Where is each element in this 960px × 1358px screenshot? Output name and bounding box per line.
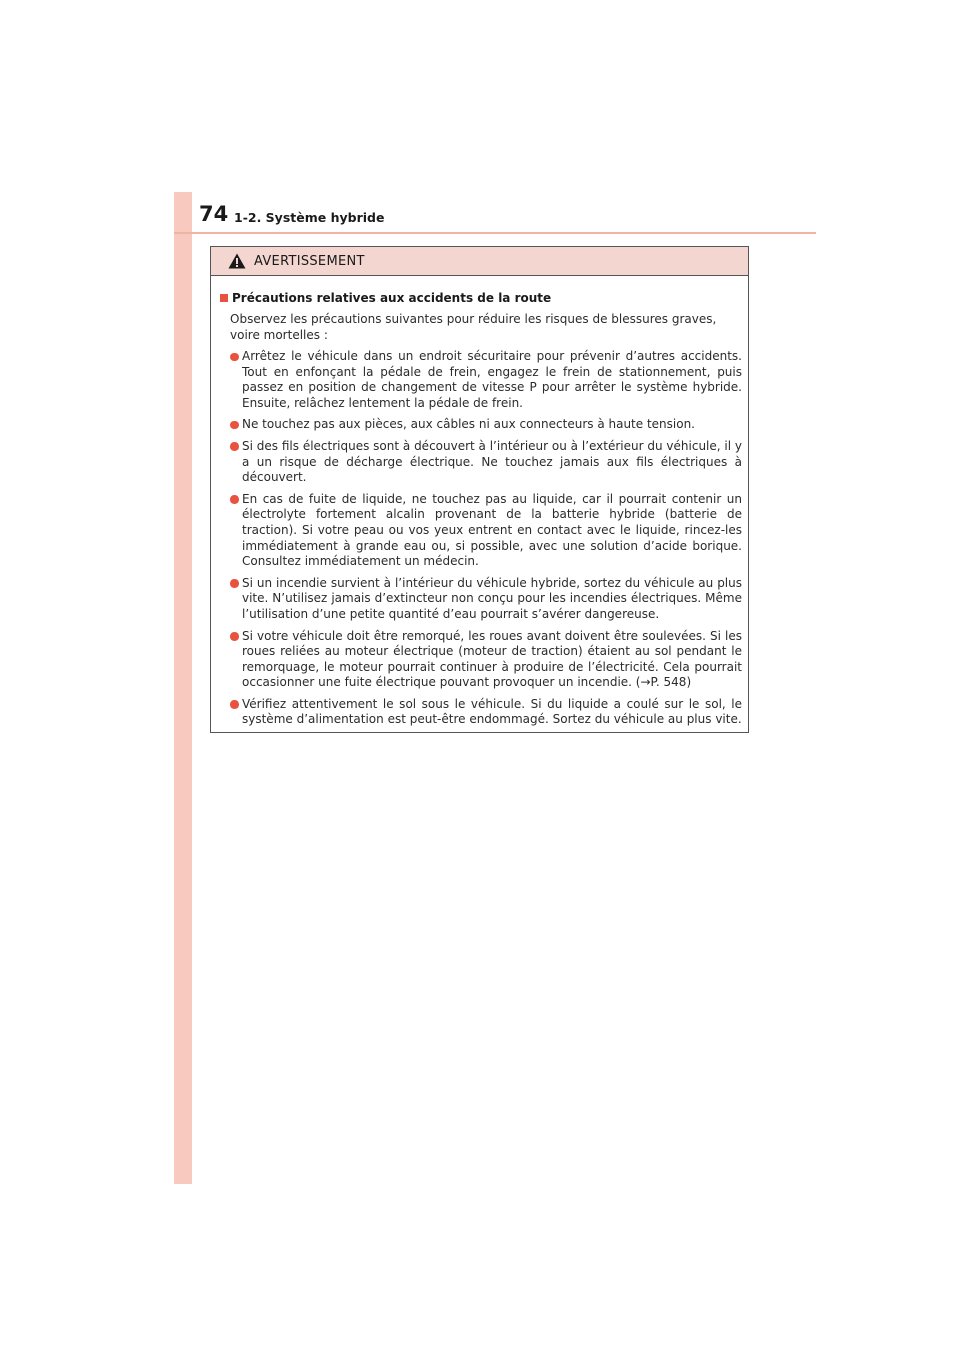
- list-item: [230, 439, 742, 486]
- bullet-dot-icon: [230, 697, 242, 728]
- bullet-dot-icon: [230, 576, 242, 623]
- warning-box: [210, 246, 749, 733]
- bullet-dot-icon: [230, 417, 242, 433]
- list-item: [230, 417, 742, 433]
- list-item: [230, 629, 742, 691]
- list-item-text: Arrêtez le véhicule dans un endroit sécuritaire pour prévenir d’autres accidents. Tout en enfonçant la pédale de frein, engagez le frein de stationnement, puis passez en position de changement de vitesse P pour arrêter le système hybride. Ensuite, relâchez lentement la pédale de frein.: [242, 349, 742, 410]
- list-item-text: Si votre véhicule doit être remorqué, les roues avant doivent être soulevées. Si les roues reliées au moteur électrique (moteur de traction) étaient au sol pendant le remorquage, le moteur pourrait continuer à produire de l’électricité. Cela pourrait occasionner une fuite électrique pouvant provoquer un incendie. (→P. 548): [242, 628, 742, 690]
- header-divider: [174, 232, 816, 234]
- section-title: 1-2. Système hybride: [234, 210, 385, 225]
- list-item-text: Si des fils électriques sont à découvert à l’intérieur ou à l’extérieur du véhicule, il y a un risque de décharge électrique. Ne touchez jamais aux fils électriques à découvert.: [242, 438, 742, 485]
- warning-title: AVERTISSEMENT: [254, 253, 365, 269]
- bullet-dot-icon: [230, 349, 242, 411]
- side-color-band: [174, 192, 192, 1184]
- topic-heading-text: Précautions relatives aux accidents de la route: [232, 291, 552, 305]
- list-item-text: Vérifiez attentivement le sol sous le véhicule. Si du liquide a coulé sur le sol, le système d’alimentation est peut-être endommagé. Sortez du véhicule au plus vite.: [242, 696, 742, 727]
- list-item: [230, 492, 742, 570]
- list-item-text: Si un incendie survient à l’intérieur du véhicule hybride, sortez du véhicule au plus vite. N’utilisez jamais d’extincteur non conçu pour les incendies électriques. Même l’utilisation d’une petite quantité d’eau pourrait s’avérer dangereuse.: [242, 575, 742, 621]
- bullet-dot-icon: [230, 492, 242, 570]
- intro-text: Observez les précautions suivantes pour réduire les risques de blessures graves, voire mortelles :: [230, 312, 717, 342]
- list-item: [230, 576, 742, 623]
- square-bullet-icon: [220, 294, 228, 302]
- list-item: [230, 349, 742, 411]
- precaution-list: [220, 349, 742, 728]
- bullet-dot-icon: [230, 629, 242, 691]
- page-number: 74: [199, 202, 229, 226]
- list-item: [230, 697, 742, 728]
- list-item-text: En cas de fuite de liquide, ne touchez pas au liquide, car il pourrait contenir un électrolyte fortement alcalin provenant de la batterie hybride (batterie de traction). Si votre peau ou vos yeux entrent en contact avec le liquide, rincez-les immédiatement à grande eau ou, si possible, avec une solution d’acide borique. Consultez immédiatement un médecin.: [242, 491, 742, 569]
- warning-body: [211, 276, 748, 728]
- bullet-dot-icon: [230, 439, 242, 486]
- topic-heading: [220, 290, 742, 306]
- warning-header: [211, 247, 748, 276]
- warning-triangle-icon: [228, 253, 246, 269]
- list-item-text: Ne touchez pas aux pièces, aux câbles ni aux connecteurs à haute tension.: [242, 417, 695, 432]
